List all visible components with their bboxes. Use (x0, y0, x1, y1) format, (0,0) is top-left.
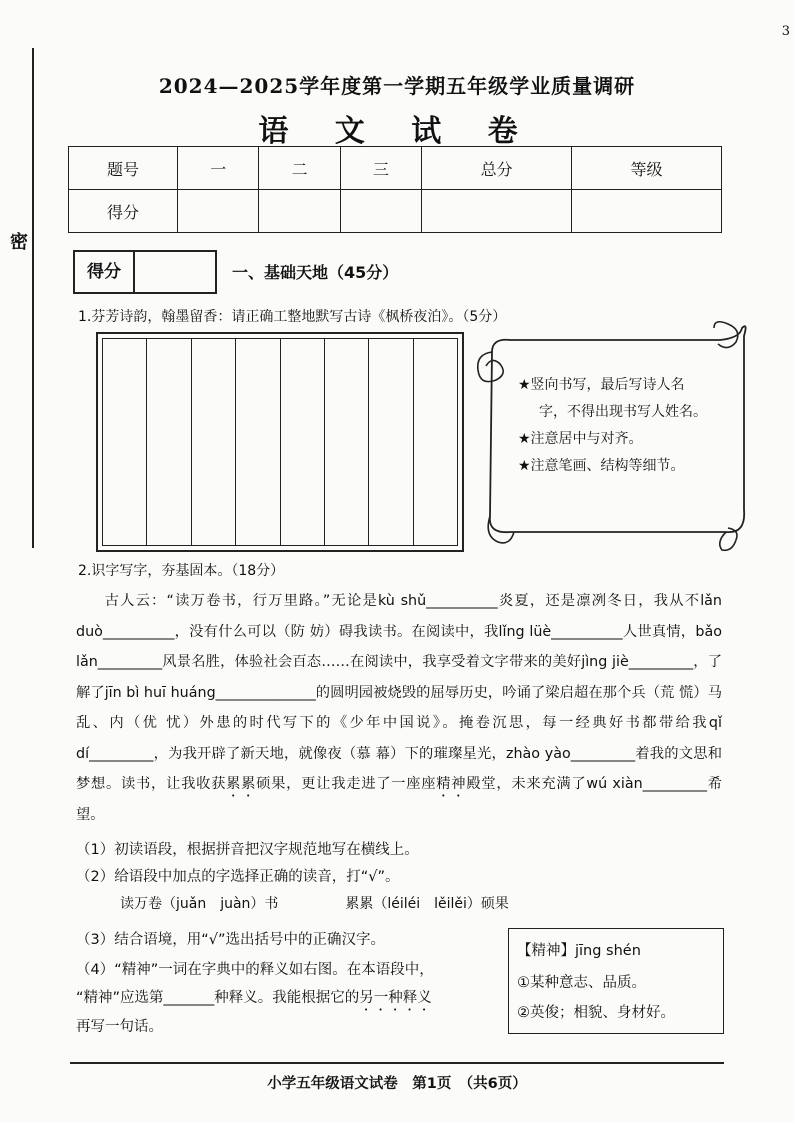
writing-grid[interactable] (96, 332, 464, 552)
tip-line: ★注意笔画、结构等细节。 (518, 458, 685, 474)
passage-text: 炎夏，还是凛冽冬日，我从不lǎn duò (76, 593, 722, 640)
answer-blank[interactable]: __________ (102, 623, 175, 640)
exam-title: 2024—2025学年度第一学期五年级学业质量调研 (158, 74, 636, 98)
passage-text: ，了解了jīn bì huī huáng (76, 654, 722, 701)
sub-question-3: （3）结合语境，用“√”选出括号中的正确汉字。 (76, 932, 385, 948)
writing-column[interactable] (325, 339, 369, 545)
answer-blank[interactable]: _________ (97, 654, 163, 670)
section-score-box[interactable] (73, 250, 217, 294)
passage-text: 硕果，更让我走进了一座座 (256, 776, 437, 792)
answer-blank[interactable]: _________ (570, 745, 636, 762)
passage-text: ，为我开辟了新天地，就像夜（慕 幕）下的璀璨星光，zhào yào (153, 745, 571, 762)
writing-column[interactable] (103, 339, 147, 545)
pronunciation-option-2[interactable]: 累累（léiléi lěilěi）硕果 (345, 896, 509, 912)
section-title: 一、基础天地（45分） (232, 263, 399, 282)
writing-tips (518, 372, 750, 480)
exam-subject: 语 文 试 卷 (258, 114, 536, 149)
dictionary-entry-head: 【精神】jīng shén (517, 943, 641, 959)
reading-passage (76, 586, 722, 831)
dictionary-meaning-1: ①某种意志、品质。 (517, 975, 646, 991)
passage-text: 风景名胜，体验社会百态……在阅读中，我享受着文字带来的美好jìng jiè (162, 654, 629, 670)
score-input-cell[interactable] (178, 190, 259, 233)
writing-column[interactable] (236, 339, 280, 545)
score-input-cell[interactable] (340, 190, 421, 233)
sub-question-4-line3: 再写一句话。 (76, 1019, 163, 1035)
writing-column[interactable] (281, 339, 325, 545)
tip-line: ★竖向书写，最后写诗人名 (518, 377, 685, 393)
writing-column[interactable] (147, 339, 191, 545)
tip-line: ★注意居中与对齐。 (518, 431, 643, 447)
answer-blank[interactable]: _________ (642, 776, 708, 792)
corner-number: 3 (781, 24, 790, 39)
writing-column[interactable] (192, 339, 236, 545)
writing-column[interactable] (369, 339, 413, 545)
question-1: 1.芬芳诗韵，翰墨留香：请正确工整地默写古诗《枫桥夜泊》。（5分） (78, 309, 507, 325)
score-table-header-row (69, 147, 722, 190)
passage-text: 殿堂，未来充满了wú xiàn (466, 776, 643, 792)
passage-text: 的圆明园被烧毁的屈辱历史，吟诵了梁启超在那个兵（荒 慌）马乱、内（优 忧）外患的时代写下的《少年中国说》。掩卷沉思，每一经典好书都带给我qǐ dí (76, 684, 722, 762)
question-2: 2.识字写字，夯基固本。（18分） (78, 563, 285, 579)
sub-question-4: （4）“精神”一词在字典中的释义如右图。在本语段中， (76, 962, 434, 978)
score-input-cell[interactable] (572, 190, 722, 233)
score-cell: 总分 (422, 147, 572, 190)
dotted-phrase: 另一种释义 (359, 990, 432, 1006)
passage-text: 古人云：“读万卷书，行万里路。”无论是kù shǔ (104, 593, 427, 609)
marked-word: 精神 (436, 776, 467, 792)
pronunciation-options (120, 893, 509, 913)
answer-blank[interactable]: __________ (551, 623, 623, 640)
score-cell: 二 (259, 147, 340, 190)
answer-blank[interactable]: _________ (628, 654, 694, 670)
passage-text: ，没有什么可以（防 妨）碍我读书。在阅读中，我lǐng lüè (174, 623, 552, 640)
score-table-score-row (69, 190, 722, 233)
writing-column[interactable] (414, 339, 457, 545)
answer-blank[interactable]: __________ (426, 593, 498, 609)
score-cell: 等级 (572, 147, 722, 190)
sub-question-text: 种释义。我能根据它的 (214, 990, 360, 1006)
footer-divider (70, 1062, 724, 1064)
score-cell: 得分 (69, 190, 178, 233)
dictionary-box (508, 928, 724, 1034)
answer-blank[interactable]: ______________ (215, 684, 316, 701)
answer-blank[interactable]: _______ (163, 990, 215, 1006)
score-cell: 一 (178, 147, 259, 190)
score-input-cell[interactable] (259, 190, 340, 233)
sub-question-text: “精神”应选第 (76, 990, 164, 1006)
pronunciation-option-1[interactable]: 读万卷（juǎn juàn）书 (120, 896, 279, 912)
passage-text: 人世真情，bǎo lǎn (76, 623, 722, 670)
seal-mark: 密 (10, 232, 28, 253)
score-input-cell[interactable] (422, 190, 572, 233)
sub-question-2: （2）给语段中加点的字选择正确的读音，打“√”。 (76, 869, 400, 885)
answer-blank[interactable]: _________ (89, 745, 154, 762)
page-footer: 小学五年级语文试卷 第1页 （共6页） (267, 1076, 527, 1092)
dictionary-meaning-2: ②英俊；相貌、身材好。 (517, 1005, 675, 1021)
score-cell: 三 (340, 147, 421, 190)
sub-question-1: （1）初读语段，根据拼音把汉字规范地写在横线上。 (76, 842, 419, 858)
dotted-word: 累累 (226, 776, 257, 792)
tip-line: 字，不得出现书写人姓名。 (539, 404, 707, 420)
section-score-label: 得分 (75, 252, 135, 292)
score-table (68, 146, 722, 233)
score-cell: 题号 (69, 147, 178, 190)
sub-question-4-line2 (76, 986, 432, 1014)
passage-text: 着我的文思和梦想。读书，让我收获 (76, 745, 723, 792)
passage-text: 希望。 (76, 776, 723, 823)
